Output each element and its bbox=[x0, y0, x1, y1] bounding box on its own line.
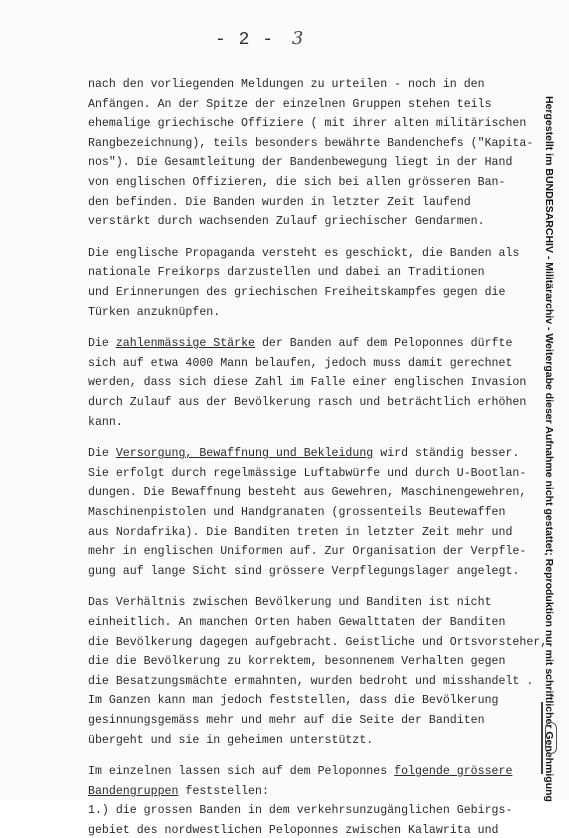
text-line: gung auf lange Sicht sind grössere Verpflegungslager angelegt. bbox=[88, 564, 520, 578]
archive-side-stamp-text: Hergestellt im BUNDESARCHIV - Militärarchiv - Weitergabe dieser Aufnahme nicht gestattet; Reproduktion nur mit schriftlicher Genehmigung bbox=[543, 96, 555, 802]
text-line: nationale Freikorps darzustellen und dabei an Traditionen bbox=[88, 266, 485, 280]
text-line: 1.) die grossen Banden in dem verkehrsunzugänglichen Gebirgs- bbox=[88, 804, 513, 818]
text-line: Sie erfolgt durch regelmässige Luftabwürfe und durch U-Bootlan- bbox=[88, 466, 527, 480]
text-line: Die englische Propaganda versteht es geschickt, die Banden als bbox=[88, 246, 520, 260]
text-line: und Erinnerungen des griechischen Freiheitskampfes gegen die bbox=[88, 286, 506, 299]
text-line: die Bevölkerung dagegen aufgebracht. Geistliche und Ortsvorsteher, bbox=[88, 635, 548, 649]
text-line: die Besatzungsmächte ermahnten, wurden bedroht und misshandelt . bbox=[88, 674, 534, 688]
text-line: nach den vorliegenden Meldungen zu urteilen - noch in den bbox=[88, 78, 485, 91]
text-line: Maschinenpistolen und Handgranaten (grossenteils Beutewaffen bbox=[88, 506, 506, 519]
text-line: mehr in englischen Uniformen auf. Zur Organisation der Verpfle- bbox=[88, 545, 527, 559]
text-line: verstärkt durch wachsenden Zulauf griechischer Gendarmen. bbox=[88, 215, 485, 229]
text-line: nos"). Die Gesamtleitung der Bandenbewegung liegt in der Hand bbox=[88, 156, 513, 170]
underlined-phrase: folgende grössere bbox=[394, 765, 513, 779]
text-line: die die Bevölkerung zu korrektem, besonnenem Verhalten gegen bbox=[88, 655, 506, 669]
text-line: Rangbezeichnung), teils besonders bewährte Bandenchefs ("Kapita- bbox=[88, 136, 534, 150]
text-line: den befinden. Die Banden wurden in letzter Zeit laufend bbox=[88, 195, 471, 209]
text-line: gesinnungsgemäss mehr und mehr auf die Seite der Banditen bbox=[88, 714, 485, 727]
text-line: ehemalige griechische Offiziere ( mit ihrer alten militärischen bbox=[88, 117, 527, 131]
text-line: einheitlich. An manchen Orten haben Gewalttaten der Banditen bbox=[88, 616, 506, 629]
text-line: übergeht und sie in geheimen unterstützt. bbox=[88, 733, 374, 747]
text-line: Türken anzuknüpfen. bbox=[88, 305, 221, 319]
text-line: kann. bbox=[88, 415, 123, 429]
text-line: Anfängen. An der Spitze der einzelnen Gruppen stehen teils bbox=[88, 97, 492, 111]
text-line: werden, dass sich diese Zahl im Falle einer englischen Invasion bbox=[88, 376, 527, 390]
archive-mark-icon bbox=[541, 702, 561, 774]
underlined-phrase: Bandengruppen bbox=[88, 784, 179, 798]
text-line: Das Verhältnis zwischen Bevölkerung und Banditen ist nicht bbox=[88, 596, 492, 610]
page-number bbox=[215, 28, 304, 50]
archive-side-stamp bbox=[540, 96, 560, 802]
text-line-underlined: Im einzelnen lassen sich auf dem Peloponnes folgende grössere bbox=[88, 765, 513, 779]
page-number-text: - 2 - bbox=[215, 30, 275, 50]
text-line: gebiet des nordwestlichen Peloponnes zwischen Kalawrita und bbox=[88, 824, 499, 837]
text-line: von englischen Offizieren, die sich bei allen grösseren Ban- bbox=[88, 176, 506, 189]
text-line: sich auf etwa 4000 Mann belaufen, jedoch muss damit gerechnet bbox=[88, 356, 513, 370]
text-line: aus Nordafrika). Die Banditen treten in letzter Zeit mehr und bbox=[88, 525, 513, 539]
text-line: Im Ganzen kann man jedoch feststellen, dass die Bevölkerung bbox=[88, 694, 499, 708]
text-line: dungen. Die Bewaffnung besteht aus Gewehren, Maschinengewehren, bbox=[88, 486, 527, 500]
text-line-underlined: Die Versorgung, Bewaffnung und Bekleidung wird ständig besser. bbox=[88, 447, 520, 461]
handwritten-page-number: 3 bbox=[291, 28, 305, 49]
text-line: Bandengruppen feststellen: bbox=[88, 784, 269, 798]
underlined-phrase: Versorgung, Bewaffnung und Bekleidung bbox=[115, 447, 374, 461]
text-line-underlined: Die zahlenmässige Stärke der Banden auf dem Peloponnes dürfte bbox=[88, 337, 513, 351]
text-line: durch Zulauf aus der Bevölkerung rasch und beträchtlich erhöhen bbox=[88, 396, 527, 409]
underlined-phrase: zahlenmässige Stärke bbox=[115, 337, 255, 351]
